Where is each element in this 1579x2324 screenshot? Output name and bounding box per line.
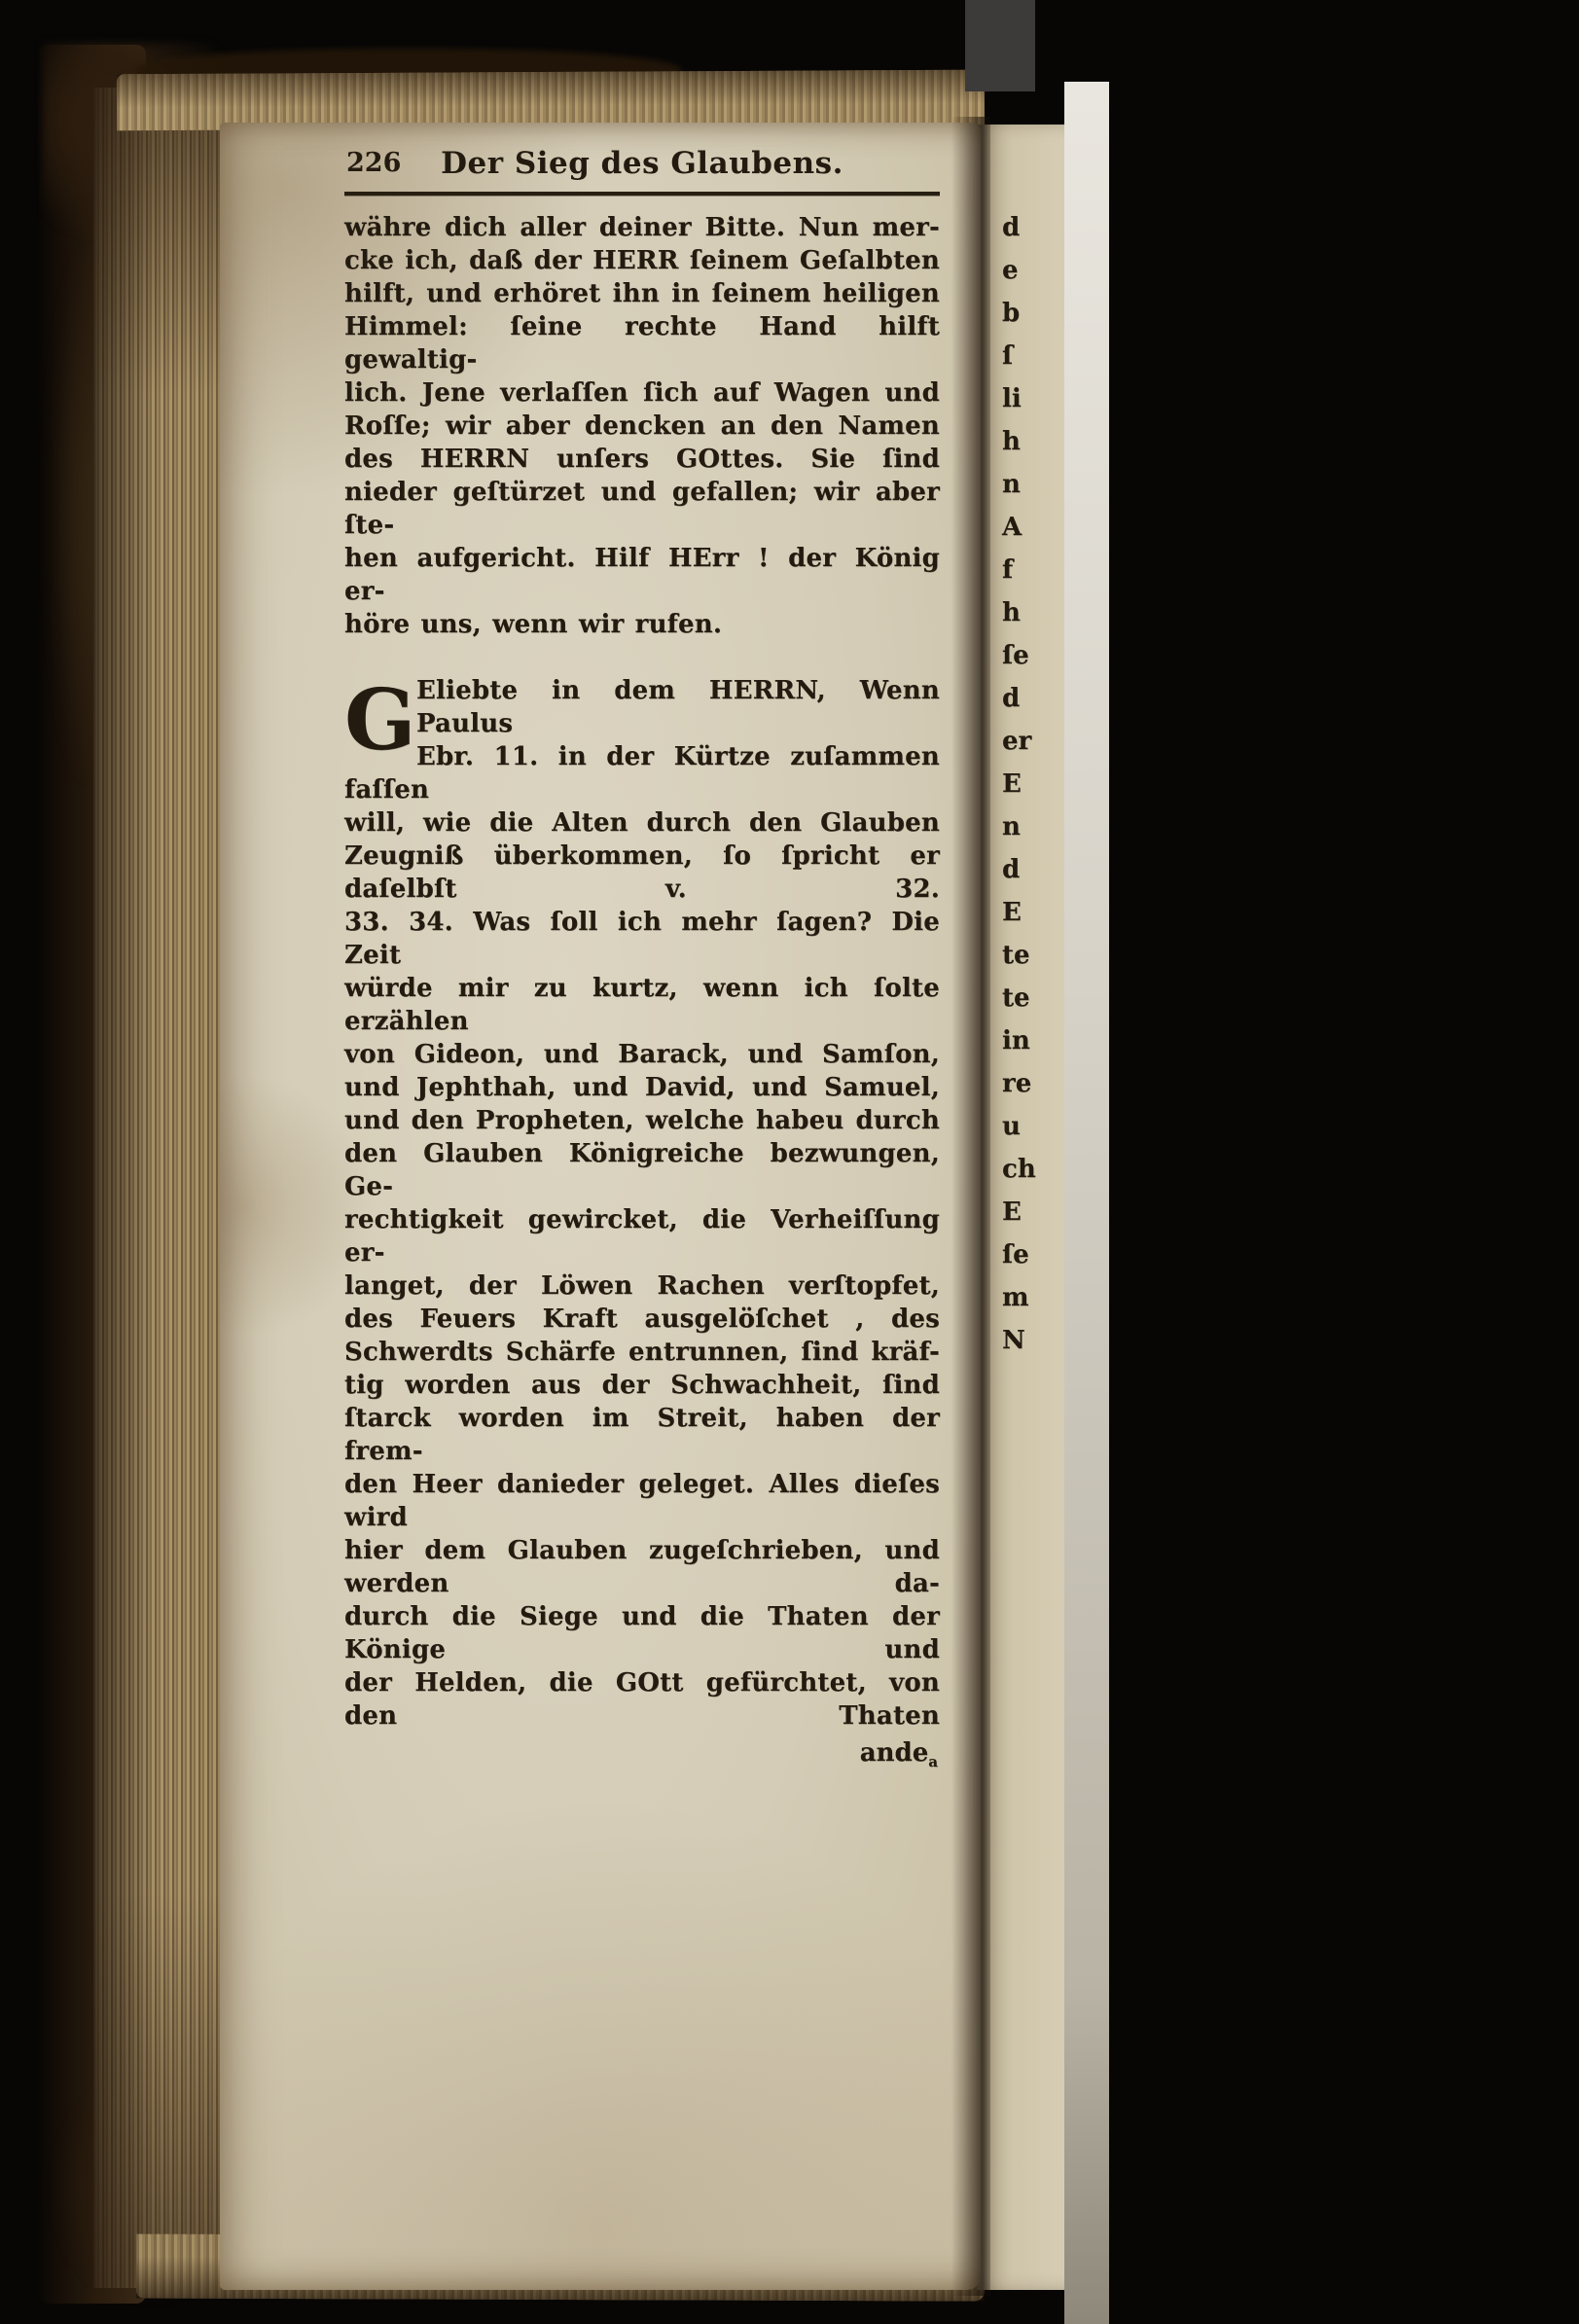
left-page [220, 123, 981, 2290]
catchword [344, 1736, 940, 1778]
facing-text-fragment: b [1002, 299, 1021, 328]
text-line: des Feuers Kraft ausgelöſchet , des [344, 1305, 940, 1334]
catchword-signature-mark: a [928, 1753, 938, 1771]
catchword-text: ande [859, 1738, 929, 1768]
facing-text-fragment: u [1002, 1112, 1021, 1141]
header-rule [344, 192, 940, 196]
text-line: hilft, und erhöret ihn in ſeinem heiligen [344, 279, 940, 308]
page-number: 226 [346, 148, 402, 178]
text-line: nieder geſtürzet und gefallen; wir aber ſte- [344, 478, 940, 540]
text-line: und Jephthah, und David, und Samuel, [344, 1073, 940, 1102]
facing-text-fragment: d [1002, 213, 1021, 242]
page-stack-top-edge [117, 70, 985, 131]
text-line: tig worden aus der Schwachheit, ſind [344, 1371, 940, 1400]
facing-text-fragment: in [1002, 1026, 1030, 1055]
text-line: Zeugniß überkommen, ſo ſpricht er daſelbſt v. 32. [344, 841, 940, 904]
facing-text-fragment: d [1002, 855, 1021, 884]
facing-text-fragment: n [1002, 812, 1021, 841]
drop-cap-initial: G [344, 671, 416, 769]
facing-page-text [977, 125, 1064, 2249]
facing-text-fragment: ſe [1002, 1240, 1029, 1269]
body-text [344, 211, 940, 1778]
facing-text-fragment: li [1002, 384, 1022, 413]
text-line: Roſſe; wir aber dencken an den Namen [344, 411, 940, 441]
text-line: 33. 34. Was ſoll ich mehr ſagen? Die Zeit [344, 908, 940, 970]
text-line: währe dich aller deiner Bitte. Nun mer- [344, 213, 940, 242]
facing-page-sliver [977, 125, 1064, 2290]
facing-text-fragment: E [1002, 898, 1022, 927]
text-line: hier dem Glauben zugeſchrieben, und werden da- [344, 1536, 940, 1598]
facing-text-fragment: ſ [1002, 341, 1014, 371]
text-line: der Helden, die GOtt gefürchtet, von den Thaten [344, 1668, 940, 1731]
facing-text-fragment: h [1002, 427, 1021, 456]
text-line: Schwerdts Schärfe entrunnen, ſind kräf- [344, 1338, 940, 1367]
text-line: den Heer danieder geleget. Alles dieſes wird [344, 1470, 940, 1532]
facing-text-fragment: e [1002, 256, 1019, 285]
background-object [965, 0, 1035, 91]
text-line: langet, der Löwen Rachen verſtopfet, [344, 1271, 940, 1301]
text-line: höre uns, wenn wir rufen. [344, 610, 723, 639]
right-page-block-edge [1064, 82, 1109, 2324]
facing-text-fragment: er [1002, 727, 1032, 756]
facing-text-fragment: N [1002, 1326, 1025, 1355]
text-line: des HERRN unſers GOttes. Sie ſind [344, 445, 940, 474]
facing-text-fragment: ch [1002, 1155, 1036, 1184]
page-stack-fore-edge [93, 88, 232, 2288]
text-line: den Glauben Königreiche bezwungen, Ge- [344, 1139, 940, 1201]
facing-text-fragment: te [1002, 941, 1030, 970]
text-line: ſtarck worden im Streit, haben der frem- [344, 1404, 940, 1466]
text-line: und den Propheten, welche habeu durch [344, 1106, 940, 1135]
facing-text-fragment: ſe [1002, 641, 1029, 670]
running-header [344, 144, 940, 185]
facing-text-fragment: d [1002, 684, 1021, 713]
text-line: lich. Jene verlaſſen ſich auf Wagen und [344, 378, 940, 408]
facing-text-fragment: h [1002, 598, 1021, 627]
text-line: rechtigkeit gewircket, die Verheiſſung er- [344, 1205, 940, 1268]
facing-text-fragment: m [1002, 1283, 1029, 1312]
facing-text-fragment: re [1002, 1069, 1032, 1098]
text-line: Himmel: ſeine rechte Hand hilft gewaltig- [344, 312, 940, 375]
text-line: Eliebte in dem HERRN, Wenn Paulus [416, 676, 940, 738]
text-line: Ebr. 11. in der Kürtze zuſammen faſſen [344, 742, 940, 804]
facing-text-fragment: E [1002, 1198, 1022, 1227]
text-line: durch die Siege und die Thaten der Könige und [344, 1602, 940, 1664]
facing-text-fragment: te [1002, 983, 1030, 1013]
running-head-title: Der Sieg des Glaubens. [441, 146, 843, 181]
page-content [344, 144, 940, 1778]
facing-text-fragment: A [1002, 513, 1023, 542]
text-line: von Gideon, und Barack, und Samſon, [344, 1040, 940, 1069]
facing-text-fragment: f [1002, 555, 1014, 585]
text-line: will, wie die Alten durch den Glauben [344, 808, 940, 838]
paragraph-2-lines [344, 671, 940, 1733]
facing-text-fragment: E [1002, 769, 1022, 799]
text-line: cke ich, daß der HERR ſeinem Geſalbten [344, 246, 940, 275]
paragraph-1 [344, 211, 940, 641]
paragraph-2 [344, 671, 940, 1733]
text-line: hen aufgericht. Hilf HErr ! der König er- [344, 544, 940, 606]
facing-text-fragment: n [1002, 470, 1021, 499]
text-line: würde mir zu kurtz, wenn ich ſolte erzählen [344, 974, 940, 1036]
